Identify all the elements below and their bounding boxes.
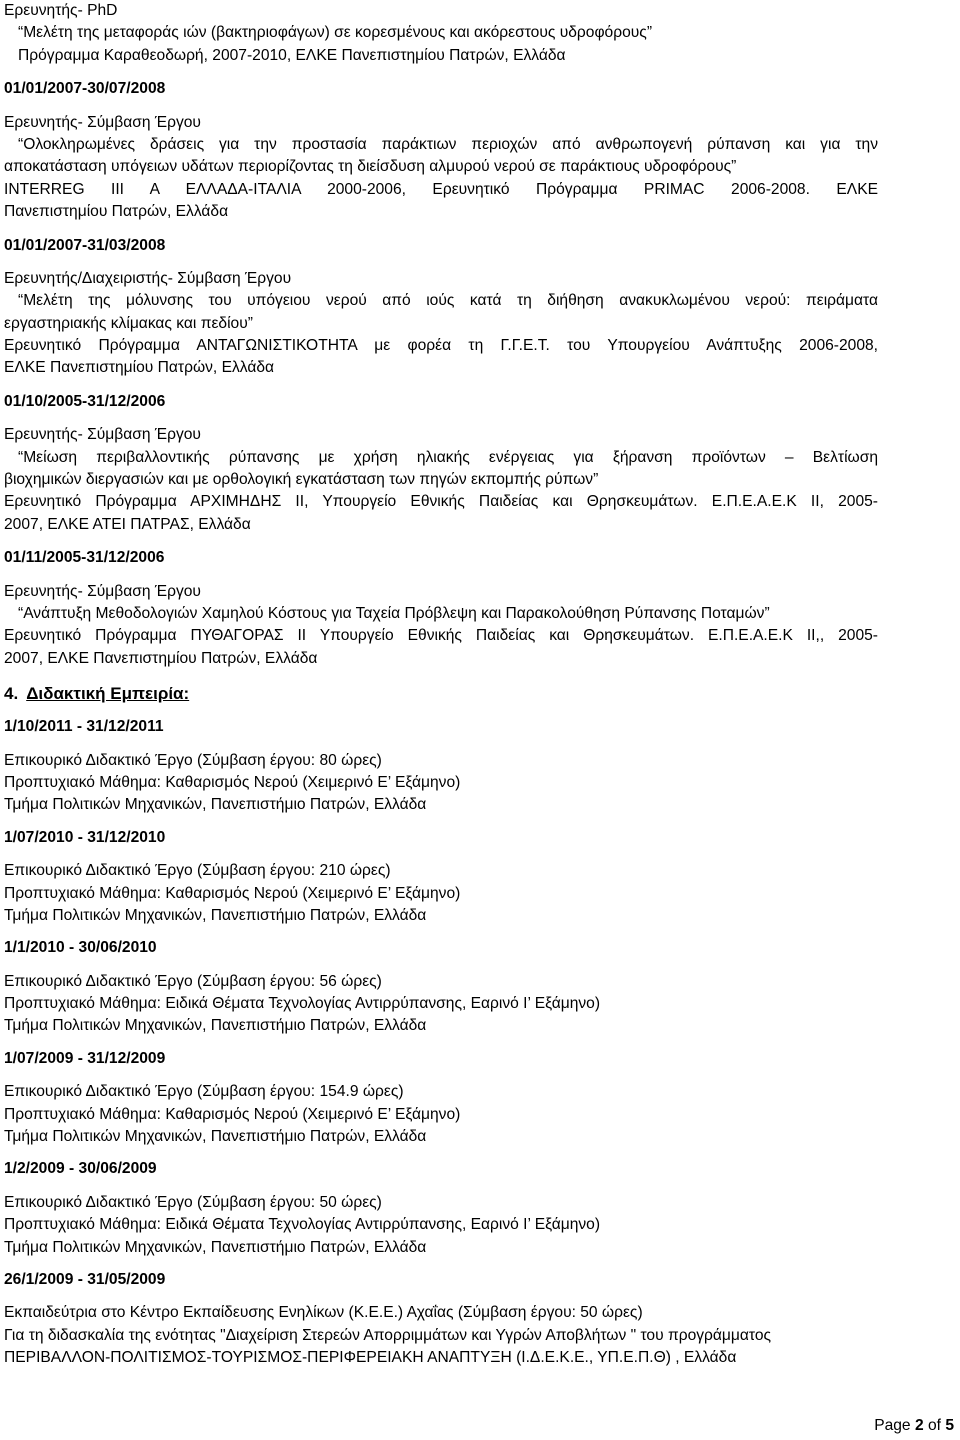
teaching-entry bbox=[4, 937, 878, 1038]
entry-date: 01/10/2005-31/12/2006 bbox=[4, 392, 166, 410]
entry-date: 01/11/2005-31/12/2006 bbox=[4, 549, 165, 567]
entry-program-line: Ερευνητικό Πρόγραμμα ΑΡΧΙΜΗΔΗΣ ΙΙ, Υπουργείο Εθνικής Παιδείας και Θρησκευμάτων. Ε.Π.Ε.Α.Ε.Κ ΙΙ, 2005- bbox=[4, 493, 878, 511]
entry-title-line: “Μείωση περιβαλλοντικής ρύπανσης με χρήση ηλιακής ενέργειας για ξήρανση προϊόντων – Βελτίωση bbox=[18, 448, 878, 466]
teaching-date: 1/1/2010 - 30/06/2010 bbox=[4, 939, 157, 957]
entry-program-line: ΕΛΚΕ Πανεπιστημίου Πατρών, Ελλάδα bbox=[4, 359, 275, 377]
teaching-date: 1/10/2011 - 31/12/2011 bbox=[4, 718, 164, 736]
teaching-course: Προπτυχιακό Μάθημα: Ειδικά Θέματα Τεχνολογίας Αντιρρύπανσης, Εαρινό Ι’ Εξάμηνο) bbox=[4, 1216, 601, 1234]
teaching-date: 1/07/2009 - 31/12/2009 bbox=[4, 1049, 166, 1067]
entry-title-line: εργαστηριακής κλίμακας και πεδίου” bbox=[4, 314, 253, 332]
teaching-entry bbox=[4, 827, 878, 928]
entry-title-line: βιοχημικών διεργασιών και με ορθολογική εγκατάσταση των πηγών εκπομπής ρύπων” bbox=[4, 471, 599, 489]
section-title: Διδακτική Εμπειρία: bbox=[26, 684, 190, 704]
entry-program-line: Πανεπιστημίου Πατρών, Ελλάδα bbox=[4, 203, 229, 221]
research-entry bbox=[4, 78, 878, 223]
entry-program-line: INTERREG III A ΕΛΛΑΔΑ-ΙΤΑΛΙΑ 2000-2006, Ερευνητικό Πρόγραμμα PRIMAC 2006-2008. ΕΛΚΕ bbox=[4, 180, 878, 198]
entry-program-line: Ερευνητικό Πρόγραμμα ΠΥΘΑΓΟΡΑΣ ΙΙ Υπουργείο Εθνικής Παιδείας και Θρησκευμάτων. Ε.Π.Ε.Α.Ε.Κ ΙΙ,, 2005- bbox=[4, 627, 878, 645]
teaching-course: Προπτυχιακό Μάθημα: Ειδικά Θέματα Τεχνολογίας Αντιρρύπανσης, Εαρινό Ι’ Εξάμηνο) bbox=[4, 995, 601, 1013]
entry-role: Ερευνητής- PhD bbox=[4, 2, 118, 19]
teaching-role: Επικουρικό Διδακτικό Έργο (Σύμβαση έργου: 50 ώρες) bbox=[4, 1193, 382, 1211]
entry-program-line: Ερευνητικό Πρόγραμμα ΑΝΤΑΓΩΝΙΣΤΙΚΟΤΗΤΑ με φορέα τη Γ.Γ.Ε.Τ. του Υπουργείου Ανάπτυξης 2006-2008, bbox=[4, 337, 878, 355]
teaching-date: 26/1/2009 - 31/05/2009 bbox=[4, 1270, 166, 1288]
teaching-department: Τμήμα Πολιτικών Μηχανικών, Πανεπιστήμιο Πατρών, Ελλάδα bbox=[4, 1128, 427, 1146]
entry-role: Ερευνητής- Σύμβαση Έργου bbox=[4, 426, 201, 444]
teaching-department: Τμήμα Πολιτικών Μηχανικών, Πανεπιστήμιο Πατρών, Ελλάδα bbox=[4, 906, 427, 924]
entry-program-line: 2007, ΕΛΚΕ Πανεπιστημίου Πατρών, Ελλάδα bbox=[4, 649, 318, 667]
teaching-course: Προπτυχιακό Μάθημα: Καθαρισμός Νερού (Χειμερινό Ε’ Εξάμηνο) bbox=[4, 773, 461, 791]
section-heading bbox=[4, 682, 878, 706]
entry-title-line: αποκατάσταση υπόγειων υδάτων περιορίζοντας τη διείσδυση αλμυρού νερού σε παράκτιους υδροφόρους” bbox=[4, 158, 737, 176]
entry-title: “Μελέτη της μεταφοράς ιών (βακτηριοφάγων) σε κορεσμένους και ακόρεστους υδροφόρους” bbox=[18, 24, 653, 42]
entry-role: Ερευνητής- Σύμβαση Έργου bbox=[4, 582, 201, 600]
teaching-department: Τμήμα Πολιτικών Μηχανικών, Πανεπιστήμιο Πατρών, Ελλάδα bbox=[4, 1238, 427, 1256]
research-entry bbox=[4, 391, 878, 536]
page-number bbox=[874, 1417, 954, 1435]
entry-role: Ερευνητής- Σύμβαση Έργου bbox=[4, 113, 201, 131]
teaching-program: ΠΕΡΙΒΑΛΛΟΝ-ΠΟΛΙΤΙΣΜΟΣ-ΤΟΥΡΙΣΜΟΣ-ΠΕΡΙΦΕΡΕΙΑΚΗ ΑΝΑΠΤΥΞΗ (Ι.Δ.Ε.Κ.Ε., ΥΠ.Ε.Π.Θ) , Ελλάδα bbox=[4, 1349, 737, 1367]
teaching-course: Για τη διδασκαλία της ενότητας "Διαχείριση Στερεών Απορριμμάτων και Υγρών Αποβλήτων " του προγράμματος bbox=[4, 1326, 772, 1344]
entry-program: Πρόγραμμα Καραθεοδωρή, 2007-2010, ΕΛΚΕ Πανεπιστημίου Πατρών, Ελλάδα bbox=[18, 46, 566, 64]
teaching-entry bbox=[4, 1158, 878, 1259]
entry-title: “Ανάπτυξη Μεθοδολογιών Χαμηλού Κόστους για Ταχεία Πρόβλεψη και Παρακολούθηση Ρύπανσης Ποταμών” bbox=[18, 604, 770, 622]
teaching-entry bbox=[4, 1269, 878, 1370]
research-entry bbox=[4, 547, 878, 670]
page-number-current: 2 bbox=[914, 1417, 924, 1434]
entry-role: Ερευνητής/Διαχειριστής- Σύμβαση Έργου bbox=[4, 269, 292, 287]
section-number: 4. bbox=[4, 684, 19, 704]
teaching-role: Επικουρικό Διδακτικό Έργο (Σύμβαση έργου: 210 ώρες) bbox=[4, 862, 391, 880]
teaching-date: 1/2/2009 - 30/06/2009 bbox=[4, 1160, 157, 1178]
teaching-course: Προπτυχιακό Μάθημα: Καθαρισμός Νερού (Χειμερινό Ε’ Εξάμηνο) bbox=[4, 884, 461, 902]
research-entry bbox=[4, 235, 878, 380]
research-entry bbox=[4, 0, 878, 67]
teaching-entry bbox=[4, 1048, 878, 1149]
page-number-of: of bbox=[923, 1417, 946, 1434]
entry-program-line: 2007, ΕΛΚΕ ΑΤΕΙ ΠΑΤΡΑΣ, Ελλάδα bbox=[4, 515, 251, 533]
entry-title-line: “Ολοκληρωμένες δράσεις για την προστασία παράκτιων περιοχών από ανθρωπογενή ρύπανση και για την bbox=[18, 135, 878, 153]
teaching-role: Επικουρικό Διδακτικό Έργο (Σύμβαση έργου: 80 ώρες) bbox=[4, 751, 382, 769]
document-page bbox=[4, 0, 878, 1370]
teaching-course: Προπτυχιακό Μάθημα: Καθαρισμός Νερού (Χειμερινό Ε’ Εξάμηνο) bbox=[4, 1105, 461, 1123]
teaching-date: 1/07/2010 - 31/12/2010 bbox=[4, 828, 166, 846]
teaching-entry bbox=[4, 716, 878, 817]
teaching-role: Επικουρικό Διδακτικό Έργο (Σύμβαση έργου: 56 ώρες) bbox=[4, 972, 382, 990]
entry-date: 01/01/2007-30/07/2008 bbox=[4, 80, 166, 98]
page-number-prefix: Page bbox=[874, 1417, 915, 1434]
entry-date: 01/01/2007-31/03/2008 bbox=[4, 236, 166, 254]
entry-title-line: “Μελέτη της μόλυνσης του υπόγειου νερού από ιούς κατά τη διήθηση ανακυκλωμένου νερού: πειράματα bbox=[18, 292, 878, 310]
teaching-role: Εκπαιδεύτρια στο Κέντρο Εκπαίδευσης Ενηλίκων (Κ.Ε.Ε.) Αχαΐας (Σύμβαση έργου: 50 ώρες) bbox=[4, 1304, 643, 1322]
teaching-department: Τμήμα Πολιτικών Μηχανικών, Πανεπιστήμιο Πατρών, Ελλάδα bbox=[4, 1017, 427, 1035]
page-number-total: 5 bbox=[945, 1417, 954, 1434]
teaching-role: Επικουρικό Διδακτικό Έργο (Σύμβαση έργου: 154.9 ώρες) bbox=[4, 1083, 404, 1101]
teaching-department: Τμήμα Πολιτικών Μηχανικών, Πανεπιστήμιο Πατρών, Ελλάδα bbox=[4, 796, 427, 814]
